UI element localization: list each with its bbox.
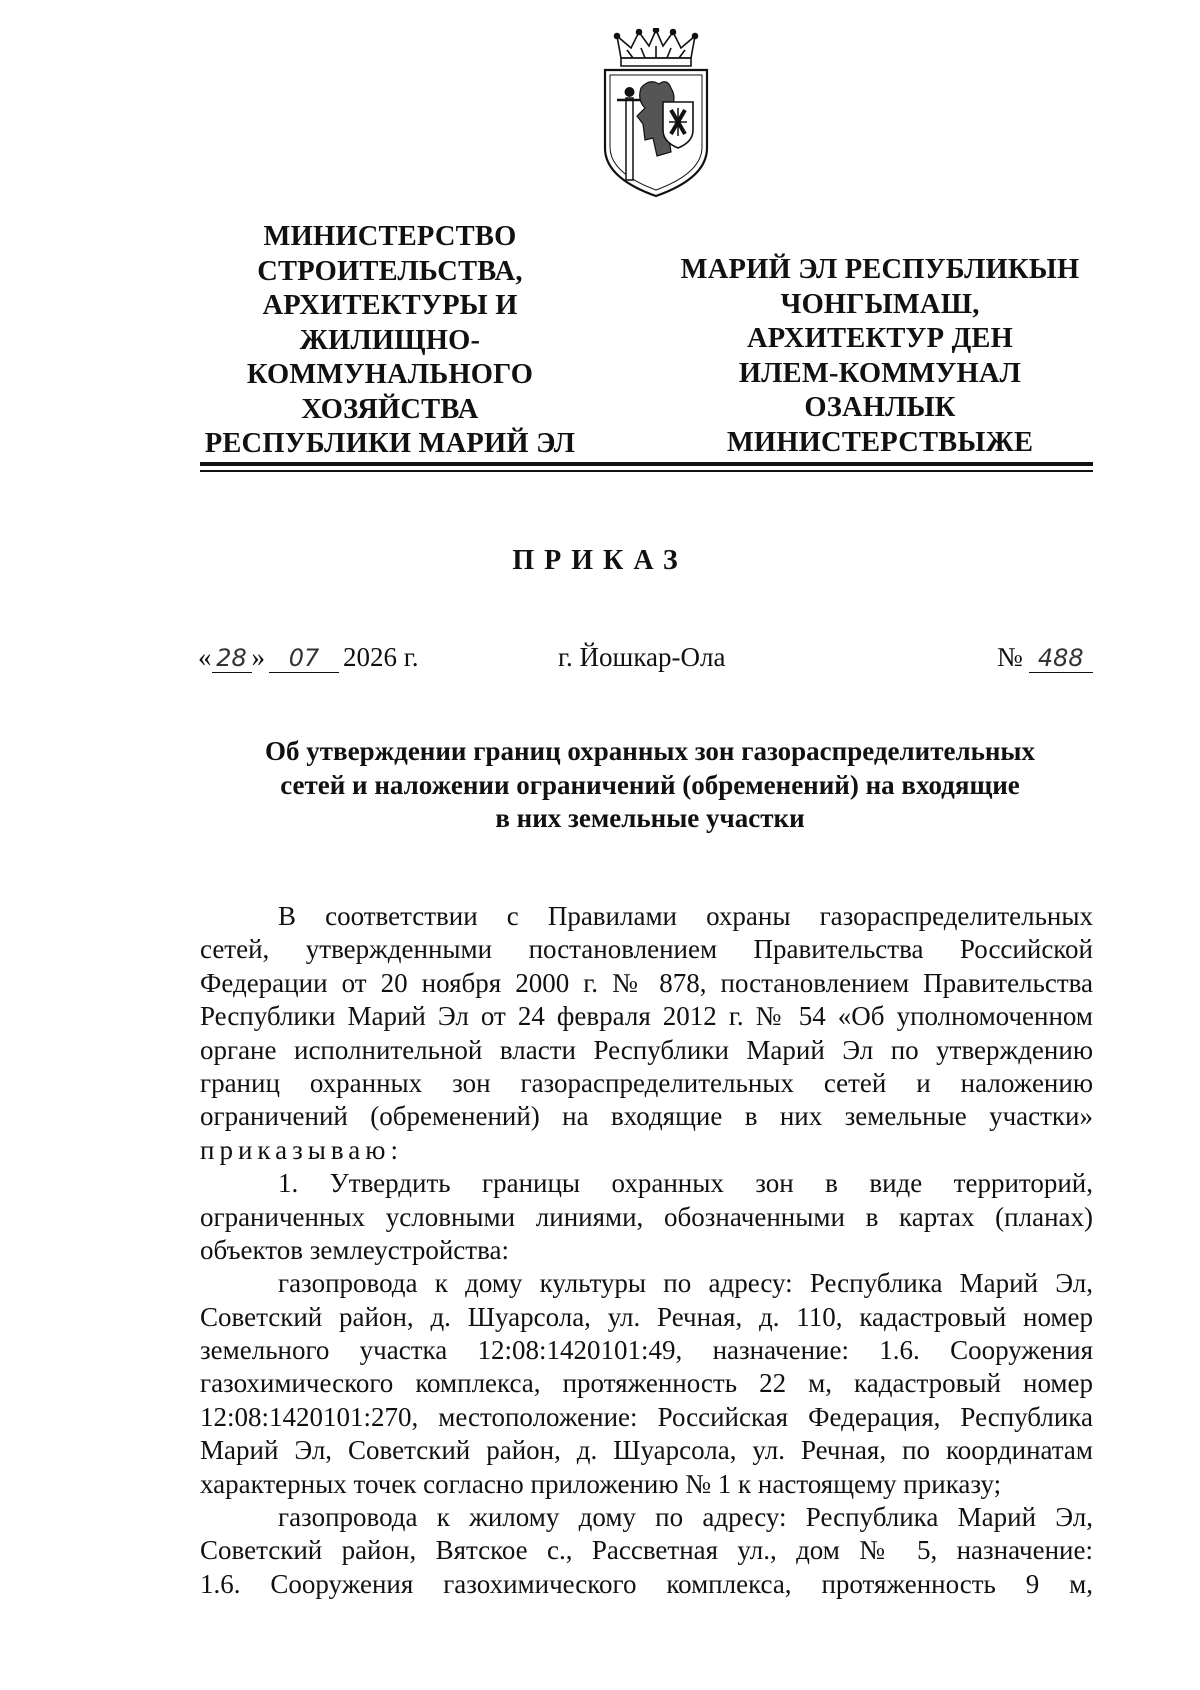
header-left-line: СТРОИТЕЛЬСТВА,: [257, 255, 523, 287]
body-line: земельного участка 12:08:1420101:49, назначение: 1.6. Сооружения: [200, 1335, 1093, 1366]
number-label: №: [997, 642, 1023, 672]
body-line: 1.6. Сооружения газохимического комплекса, протяженность 9 м,: [200, 1568, 1093, 1599]
header-right-line: МАРИЙ ЭЛ РЕСПУБЛИКЫН: [680, 254, 1080, 285]
header-divider-thin: [200, 470, 1093, 472]
date-month: 07: [269, 644, 339, 673]
body-line: Советский район, Вятское с., Рассветная ул., дом № 5, назначение:: [200, 1535, 1093, 1566]
date-close-quote: »: [251, 642, 265, 672]
document-number: [997, 642, 1093, 673]
title-line: в них земельные участки: [495, 803, 805, 833]
document-date: [198, 642, 419, 673]
document-subject-title: [200, 735, 1100, 836]
header-divider-thick: [200, 462, 1093, 466]
body-line: Республики Марий Эл от 24 февраля 2012 г. № 54 «Об уполномоченном: [200, 1001, 1093, 1032]
body-line: Советский район, д. Шуарсола, ул. Речная, д. 110, кадастровый номер: [200, 1301, 1093, 1332]
header-right-line: ЧОНГЫМАШ,: [780, 288, 980, 320]
header-left-line: ЖИЛИЩНО-: [299, 324, 481, 356]
body-line: 12:08:1420101:270, местоположение: Российская Федерация, Республика: [200, 1401, 1093, 1432]
ministry-name-mari: [660, 253, 1100, 460]
header-right-line: АРХИТЕКТУР ДЕН: [747, 323, 1013, 354]
body-line: 1. Утвердить границы охранных зон в виде территорий,: [278, 1168, 1093, 1199]
body-line: границ охранных зон газораспределительных сетей и наложению: [200, 1067, 1093, 1098]
body-line: газопровода к дому культуры по адресу: Республика Марий Эл,: [278, 1268, 1093, 1299]
coat-of-arms-emblem: [597, 28, 715, 200]
header-left-line: МИНИСТЕРСТВО: [263, 221, 517, 252]
body-line: приказываю:: [200, 1134, 403, 1165]
body-line: газопровода к жилому дому по адресу: Республика Марий Эл,: [278, 1502, 1093, 1533]
date-year: 2026 г.: [343, 642, 419, 672]
body-line: Марий Эл, Советский район, д. Шуарсола, ул. Речная, по координатам: [200, 1435, 1093, 1466]
header-left-line: КОММУНАЛЬНОГО: [246, 359, 534, 390]
date-open-quote: «: [198, 642, 212, 672]
body-line: сетей, утвержденными постановлением Правительства Российской: [200, 934, 1093, 965]
body-line: ограниченных условными линиями, обозначенными в картах (планах): [200, 1201, 1093, 1232]
body-line: объектов землеустройства:: [200, 1234, 509, 1265]
header-right-line: МИНИСТЕРСТВЫЖЕ: [726, 426, 1034, 458]
number-value: 488: [1029, 644, 1093, 673]
body-line: В соответствии с Правилами охраны газораспределительных: [278, 901, 1093, 931]
date-day: 28: [212, 644, 252, 673]
title-line: Об утверждении границ охранных зон газораспределительных: [264, 736, 1036, 766]
body-line: ограничений (обременений) на входящие в них земельные участки»: [200, 1101, 1093, 1132]
document-body: [200, 900, 1093, 1601]
header-left-line: ХОЗЯЙСТВА: [301, 393, 479, 425]
body-line: Федерации от 20 ноября 2000 г. № 878, постановлением Правительства: [200, 967, 1093, 998]
ministry-name-russian: [200, 220, 580, 462]
body-line: характерных точек согласно приложению № 1 к настоящему приказу;: [200, 1468, 1002, 1499]
header-right-line: ОЗАНЛЫК: [804, 392, 956, 423]
header-left-line: АРХИТЕКТУРЫ И: [262, 290, 518, 321]
document-type-title: ПРИКАЗ: [512, 545, 688, 576]
body-line: органе исполнительной власти Республики Марий Эл по утверждению: [200, 1034, 1093, 1065]
title-line: сетей и наложении ограничений (обременений) на входящие: [280, 769, 1020, 800]
header-right-line: ИЛЕМ-КОММУНАЛ: [738, 357, 1022, 389]
header-left-line: РЕСПУБЛИКИ МАРИЙ ЭЛ: [204, 428, 576, 459]
document-city: г. Йошкар-Ола: [558, 642, 726, 672]
body-line: газохимического комплекса, протяженность 22 м, кадастровый номер: [200, 1368, 1093, 1399]
